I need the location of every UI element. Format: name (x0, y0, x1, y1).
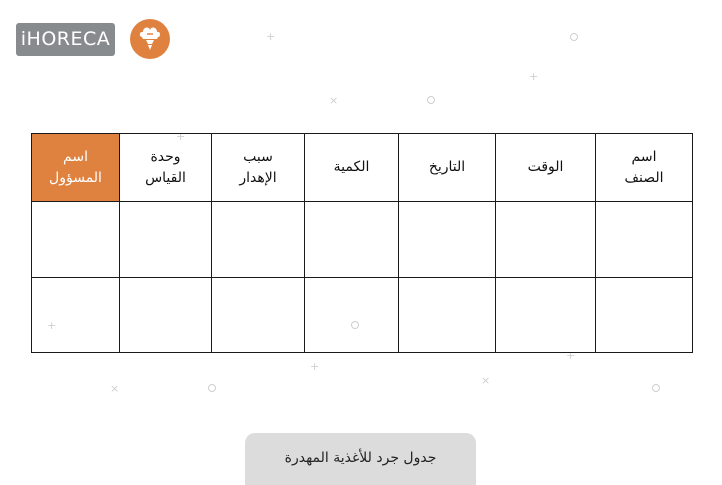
table-cell[interactable] (596, 277, 693, 353)
table-cell[interactable] (399, 277, 496, 353)
plus-deco-icon: + (310, 360, 320, 373)
ihoreca-logo: iHORECA (16, 23, 115, 56)
cross-deco-icon: × (110, 382, 120, 395)
table-caption: جدول جرد للأغذية المهدرة (245, 433, 476, 485)
table-cell[interactable] (305, 277, 399, 353)
table-cell[interactable] (212, 202, 305, 278)
table-cell[interactable] (32, 202, 120, 278)
table-cell[interactable] (399, 202, 496, 278)
table-row (32, 277, 693, 353)
header-waste-reason: سبب الإهدار (212, 134, 305, 202)
cross-deco-icon: × (481, 374, 491, 387)
circle-deco-icon (652, 384, 660, 392)
plus-deco-icon: + (529, 70, 539, 83)
table-header-row (32, 134, 693, 202)
circle-deco-icon (427, 96, 435, 104)
header-time: الوقت (496, 134, 596, 202)
waste-inventory-table (31, 130, 693, 353)
table-cell[interactable] (305, 202, 399, 278)
table-cell[interactable] (496, 277, 596, 353)
table-cell[interactable] (596, 202, 693, 278)
header-date: التاريخ (399, 134, 496, 202)
header-responsible-person: اسم المسؤول (32, 134, 120, 202)
table-cell[interactable] (120, 277, 212, 353)
plus-deco-icon: + (176, 130, 186, 143)
header-item-name: اسم الصنف (596, 134, 693, 202)
plus-deco-icon: + (266, 30, 276, 43)
table-cell[interactable] (32, 277, 120, 353)
table-cell[interactable] (496, 202, 596, 278)
table-cell[interactable] (120, 202, 212, 278)
circle-deco-icon (570, 33, 578, 41)
table-cell[interactable] (212, 277, 305, 353)
chef-hat-icon (130, 19, 170, 59)
plus-deco-icon: + (47, 319, 57, 332)
circle-deco-icon (208, 384, 216, 392)
cross-deco-icon: × (329, 94, 339, 107)
header-quantity: الكمية (305, 134, 399, 202)
header-unit: وحدة القياس (120, 134, 212, 202)
plus-deco-icon: + (566, 349, 576, 362)
table-row (32, 202, 693, 278)
